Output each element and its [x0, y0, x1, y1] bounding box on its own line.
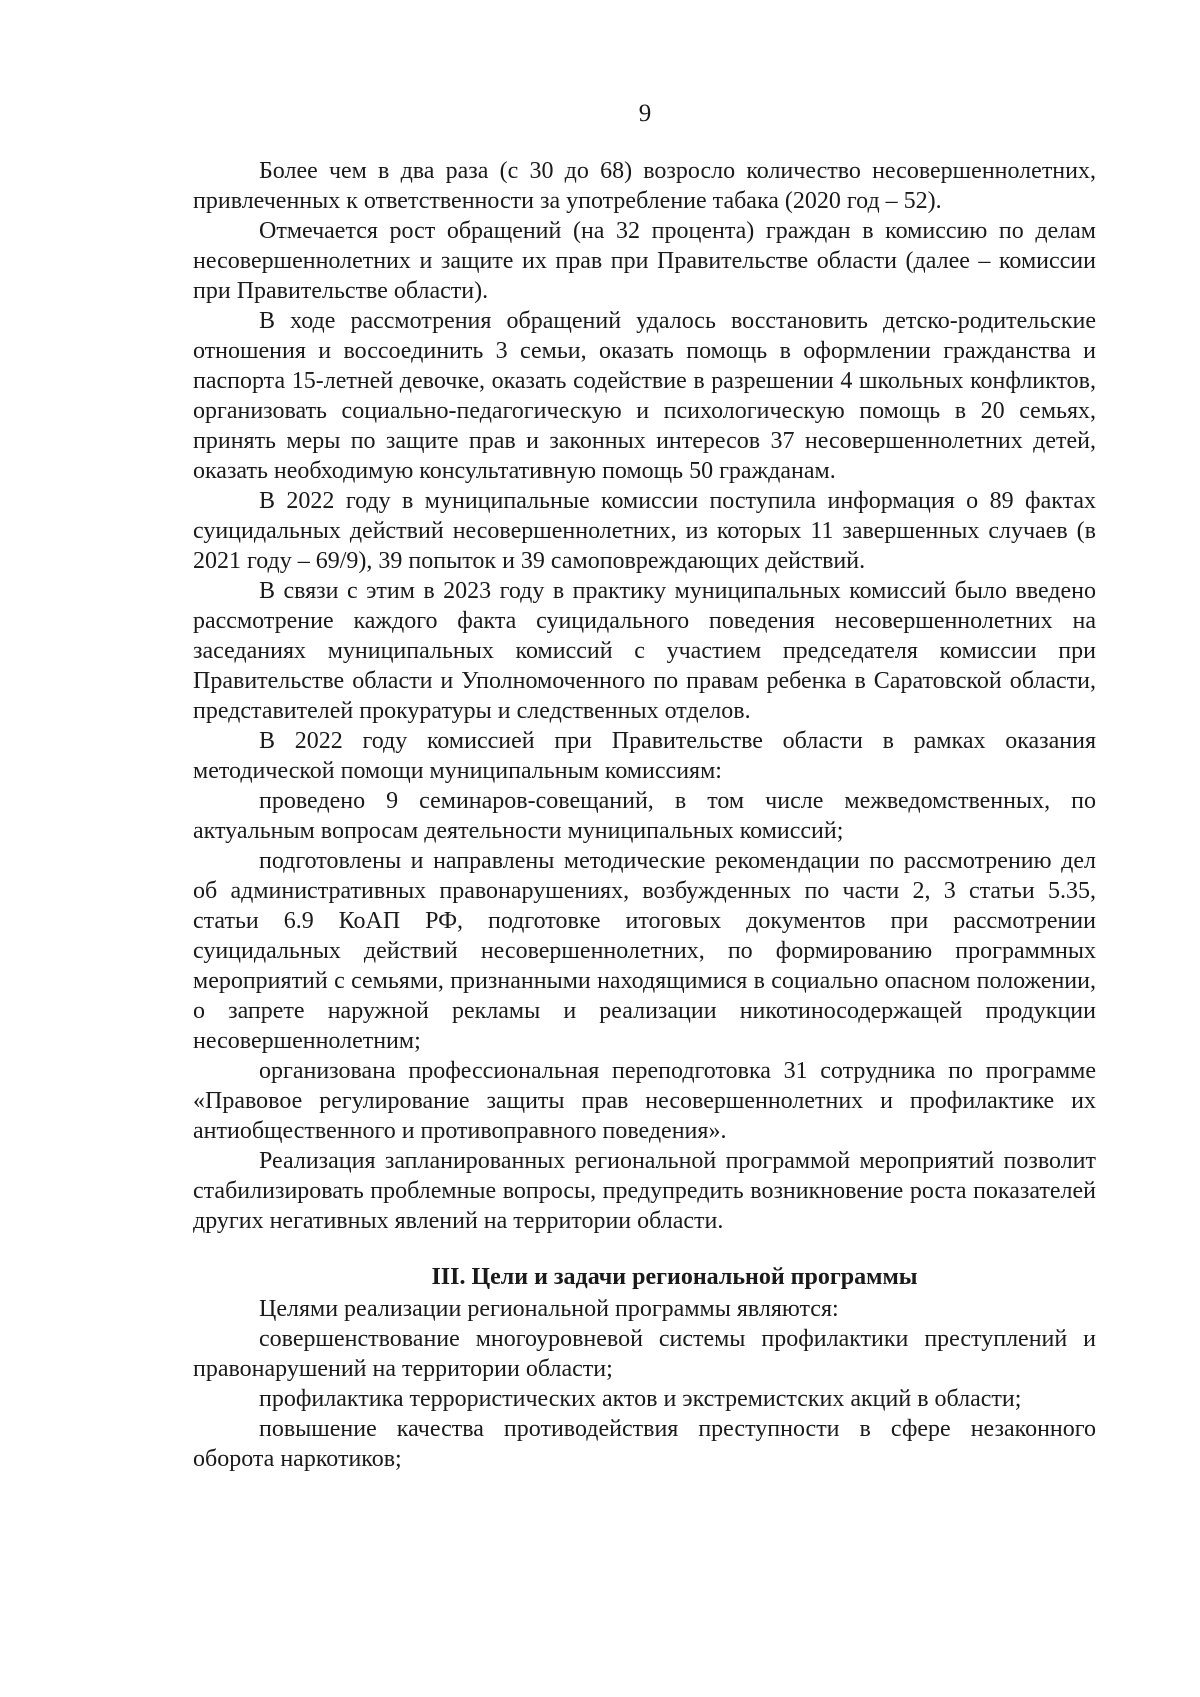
list-item: подготовлены и направлены методические рекомендации по рассмотрению дел об административных правонарушениях, возбужденных по части 2, 3 статьи 5.35, статьи 6.9 КоАП РФ, подготовке итоговых документов при рассмотрении суицидальных действий несовершеннолетних, по формированию программных мероприятий с семьями, признанными находящимися в социально опасном положении, о запрете наружной рекламы и реализации никотиносодержащей продукции несовершеннолетним;	[193, 848, 1096, 1054]
paragraph: Отмечается рост обращений (на 32 процента) граждан в комиссию по делам несовершеннолетних и защите их прав при Правительстве области (далее – комиссии при Правительстве области).	[193, 218, 1096, 304]
paragraph: В 2022 году в муниципальные комиссии поступила информация о 89 фактах суицидальных действий несовершеннолетних, из которых 11 завершенных случаев (в 2021 году – 69/9), 39 попыток и 39 самоповреждающих действий.	[193, 488, 1096, 574]
paragraph: В связи с этим в 2023 году в практику муниципальных комиссий было введено рассмотрение каждого факта суицидального поведения несовершеннолетних на заседаниях муниципальных комиссий с участием председателя комиссии при Правительстве области и Уполномоченного по правам ребенка в Саратовской области, представителей прокуратуры и следственных отделов.	[193, 578, 1096, 724]
list-item: профилактика террористических актов и экстремистских акций в области;	[259, 1386, 1022, 1412]
paragraph: Целями реализации региональной программы являются:	[259, 1296, 839, 1322]
list-item: повышение качества противодействия преступности в сфере незаконного оборота наркотиков;	[193, 1416, 1096, 1472]
paragraph: Реализация запланированных региональной программой мероприятий позволит стабилизировать проблемные вопросы, предупредить возникновение роста показателей других негативных явлений на территории области.	[193, 1148, 1096, 1234]
paragraph: В ходе рассмотрения обращений удалось восстановить детско-родительские отношения и воссоединить 3 семьи, оказать помощь в оформлении гражданства и паспорта 15-летней девочке, оказать содействие в разрешении 4 школьных конфликтов, организовать социально-педагогическую и психологическую помощь в 20 семьях, принять меры по защите прав и законных интересов 37 несовершеннолетних детей, оказать необходимую консультативную помощь 50 гражданам.	[193, 308, 1096, 484]
list-item: проведено 9 семинаров-совещаний, в том числе межведомственных, по актуальным вопросам деятельности муниципальных комиссий;	[193, 788, 1096, 844]
list-item: организована профессиональная переподготовка 31 сотрудника по программе «Правовое регулирование защиты прав несовершеннолетних и профилактике их антиобщественного и противоправного поведения».	[193, 1058, 1096, 1144]
paragraph: В 2022 году комиссией при Правительстве области в рамках оказания методической помощи муниципальным комиссиям:	[193, 728, 1096, 784]
page-number: 9	[638, 100, 652, 127]
section-heading: III. Цели и задачи региональной программы	[431, 1264, 918, 1290]
paragraph: Более чем в два раза (с 30 до 68) возросло количество несовершеннолетних, привлеченных к ответственности за употребление табака (2020 год – 52).	[193, 158, 1096, 214]
body-text	[193, 156, 1096, 1474]
list-item: совершенствование многоуровневой системы профилактики преступлений и правонарушений на территории области;	[193, 1326, 1096, 1382]
